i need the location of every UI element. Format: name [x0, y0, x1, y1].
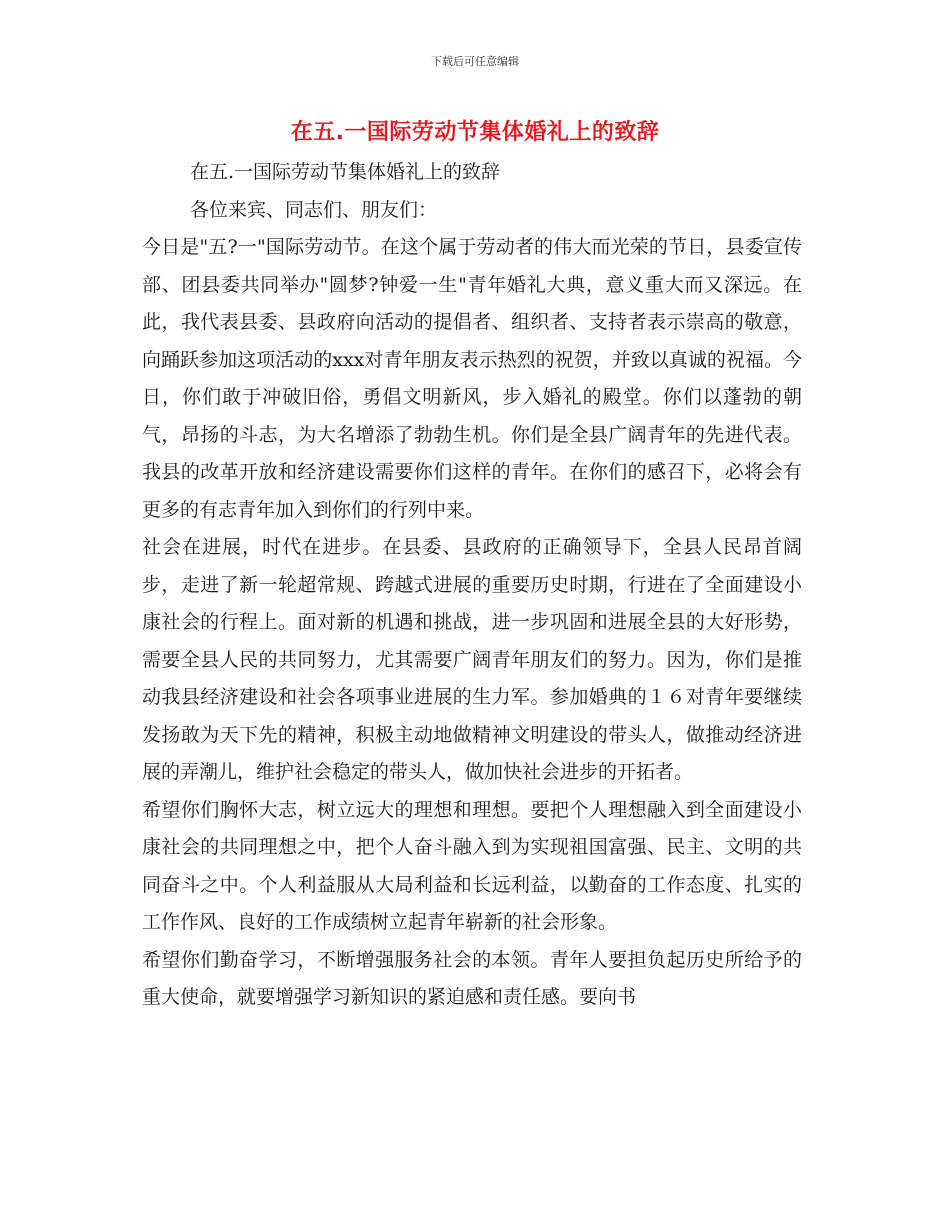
- paragraph: 今日是"五?一"国际劳动节。在这个属于劳动者的伟大而光荣的节日，县委宣传部、团县委共同举办"圆梦?钟爱一生"青年婚礼大典，意义重大而又深远。在此，我代表县委、县政府向活动的提倡者、组织者、支持者表示崇高的敬意，向踊跃参加这项活动的xxx对青年朋友表示热烈的祝贺，并致以真诚的祝福。今日，你们敢于冲破旧俗，勇倡文明新风，步入婚礼的殿堂。你们以蓬勃的朝气，昂扬的斗志，为大名增添了勃勃生机。你们是全县广阔青年的先进代表。我县的改革开放和经济建设需要你们这样的青年。在你们的感召下，必将会有更多的有志青年加入到你们的行列中来。: [142, 236, 802, 521]
- document-body: [142, 154, 802, 1017]
- document-subtitle: 在五.一国际劳动节集体婚礼上的致辞: [190, 161, 501, 183]
- salutation: 各位来宾、同志们、朋友们：: [190, 198, 438, 221]
- document-title: 在五.一国际劳动节集体婚礼上的致辞: [290, 120, 660, 145]
- paragraph: 希望你们胸怀大志，树立远大的理想和理想。要把个人理想融入到全面建设小康社会的共同理想之中，把个人奋斗融入到为实现祖国富强、民主、文明的共同奋斗之中。个人利益服从大局利益和长远利益，以勤奋的工作态度、扎实的工作作风、良好的工作成绩树立起青年崭新的社会形象。: [142, 798, 802, 933]
- page-header-note: 下载后可任意编辑: [431, 55, 519, 68]
- paragraph: 社会在进展，时代在进步。在县委、县政府的正确领导下，全县人民昂首阔步，走进了新一轮超常规、跨越式进展的重要历史时期，行进在了全面建设小康社会的行程上。面对新的机遇和挑战，进一步巩固和进展全县的大好形势，需要全县人民的共同努力，尤其需要广阔青年朋友们的努力。因为，你们是推动我县经济建设和社会各项事业进展的生力军。参加婚典的１６对青年要继续发扬敢为天下先的精神，积极主动地做精神文明建设的带头人，做推动经济进展的弄潮儿，维护社会稳定的带头人，做加快社会进步的开拓者。: [142, 536, 802, 783]
- paragraph: 希望你们勤奋学习，不断增强服务社会的本领。青年人要担负起历史所给予的重大使命，就要增强学习新知识的紧迫感和责任感。要向书: [142, 948, 802, 1008]
